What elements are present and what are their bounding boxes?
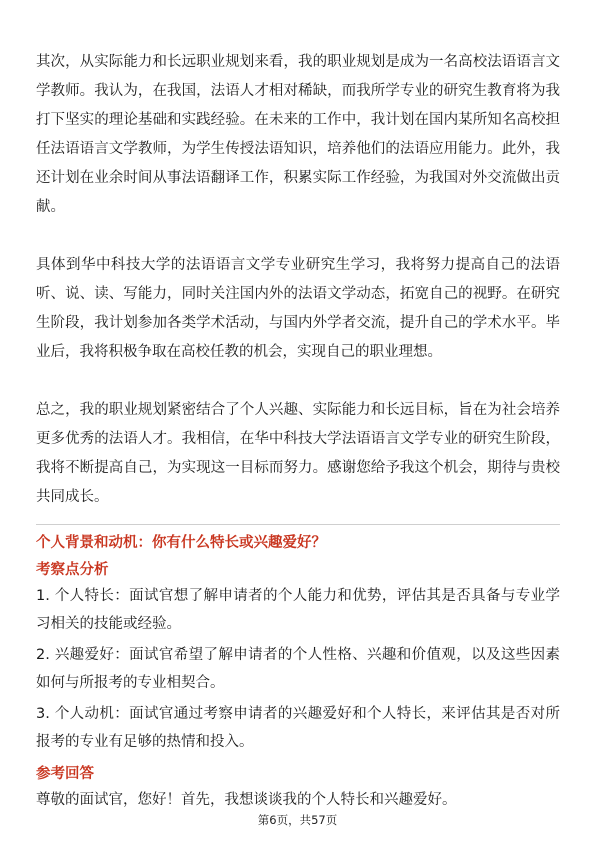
- answer-text: 尊敬的面试官，您好！首先，我想谈谈我的个人特长和兴趣爱好。: [36, 792, 457, 808]
- page-number: 第6页，共57页: [257, 813, 338, 827]
- answer-heading: 参考回答: [36, 766, 94, 782]
- document-page: [36, 48, 560, 817]
- analysis-item: 1. 个人特长：面试官想了解申请者的个人能力和优势，评估其是否具备与专业学习相关的技能或经验。: [36, 588, 560, 632]
- body-paragraph-career-plan: 其次，从实际能力和长远职业规划来看，我的职业规划是成为一名高校法语语言文学教师。我认为，在我国，法语人才相对稀缺，而我所学专业的研究生教育将为我打下坚实的理论基础和实践经验。在未来的工作中，我计划在国内某所知名高校担任法语语言文学教师，为学生传授法语知识，培养他们的法语应用能力。此外，我还计划在业余时间从事法语翻译工作，积累实际工作经验，为我国对外交流做出贡献。: [36, 54, 560, 215]
- body-paragraph-study-plan: 具体到华中科技大学的法语语言文学专业研究生学习，我将努力提高自己的法语听、说、读、写能力，同时关注国内外的法语文学动态，拓宽自己的视野。在研究生阶段，我计划参加各类学术活动，与国内外学者交流，提升自己的学术水平。毕业后，我将积极争取在高校任教的机会，实现自己的职业理想。: [36, 257, 560, 360]
- section-divider: [36, 524, 560, 525]
- analysis-item: 3. 个人动机：面试官通过考察申请者的兴趣爱好和个人特长，来评估其是否对所报考的专业有足够的热情和投入。: [36, 706, 560, 750]
- paragraph-gap: [36, 222, 560, 251]
- analysis-item: 2. 兴趣爱好：面试官希望了解申请者的个人性格、兴趣和价值观，以及这些因素如何与所报考的专业相契合。: [36, 647, 560, 691]
- paragraph-gap: [36, 367, 560, 396]
- body-paragraph-conclusion: 总之，我的职业规划紧密结合了个人兴趣、实际能力和长远目标，旨在为社会培养更多优秀的法语人才。我相信，在华中科技大学法语语言文学专业的研究生阶段，我将不断提高自己，为实现这一目标而努力。感谢您给予我这个机会，期待与贵校共同成长。: [36, 402, 560, 505]
- analysis-heading: 考察点分析: [36, 562, 109, 578]
- question-title: 个人背景和动机：你有什么特长或兴趣爱好？: [36, 535, 326, 551]
